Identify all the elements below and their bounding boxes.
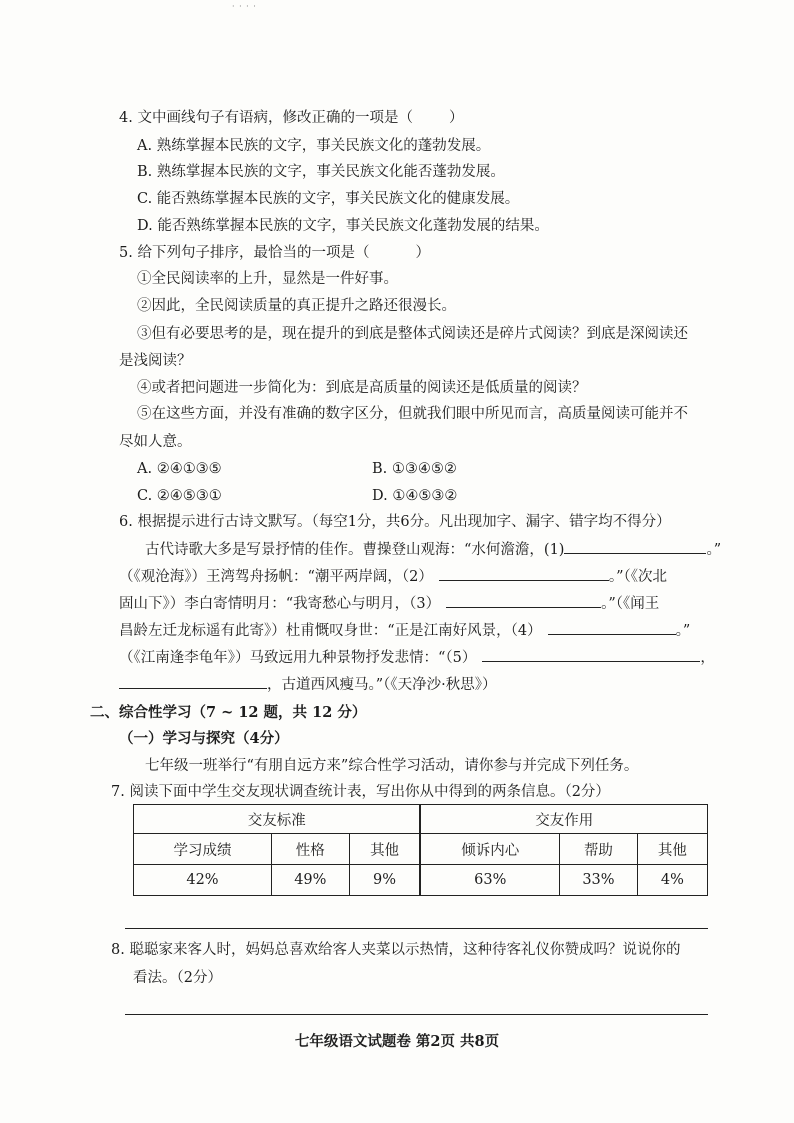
q4-option-b: B. 熟练掌握本民族的文字，事关民族文化能否蓬勃发展。	[137, 164, 505, 180]
q7-answer-line[interactable]	[125, 928, 708, 929]
blank-3[interactable]	[446, 593, 601, 608]
q6-line-2	[119, 566, 667, 587]
q4-option-a: A. 熟练掌握本民族的文字，事关民族文化的蓬勃发展。	[137, 138, 491, 154]
q6-line-4-text: 昌龄左迁龙标遥有此寄》）杜甫慨叹身世：“正是江南好风景，（4）	[119, 623, 542, 639]
q6-line-3	[119, 593, 659, 614]
q6-stem: 6. 根据提示进行古诗文默写。（每空1分，共6分。凡出现加字、漏字、错字均不得分）	[119, 514, 671, 530]
value-study: 42%	[134, 865, 272, 896]
q7-stem: 7. 阅读下面中学生交友现状调查统计表，写出你从中得到的两条信息。（2分）	[111, 784, 610, 800]
q6-line-5	[119, 647, 715, 668]
q4-option-d: D. 能否熟练掌握本民族的文字，事关民族文化蓬勃发展的结果。	[137, 218, 549, 234]
q5-sentence-3: ③但有必要思考的是，现在提升的到底是整体式阅读还是碎片式阅读？到底是深阅读还	[137, 326, 688, 342]
q6-line-1-end: 。”	[706, 542, 722, 558]
q5-option-b: B. ①③④⑤②	[372, 461, 457, 477]
q6-line-1-text: 古代诗歌大多是写景抒情的佳作。曹操登山观海：“水何澹澹，(1)	[145, 542, 565, 558]
q6-line-5-end: ，	[700, 650, 715, 666]
blank-1[interactable]	[564, 539, 706, 554]
q4-stem-text: 4. 文中画线句子有语病，修改正确的一项是（	[119, 110, 413, 126]
header-confide: 倾诉内心	[420, 834, 559, 865]
q6-line-4-end: 。”	[675, 623, 691, 639]
q5-sentence-3-cont: 是浅阅读？	[119, 353, 192, 369]
header-personality: 性格	[271, 834, 349, 865]
blank-5b[interactable]	[119, 674, 267, 689]
q6-line-2-end: 。”（《次北	[608, 569, 668, 585]
value-help: 33%	[560, 865, 638, 896]
q5-sentence-5: ⑤在这些方面，并没有准确的数字区分，但就我们眼中所见而言，高质量阅读可能并不	[137, 406, 688, 422]
q5-sentence-4: ④或者把问题进一步简化为：到底是高质量的阅读还是低质量的阅读？	[137, 380, 587, 396]
header-help: 帮助	[560, 834, 638, 865]
q5-option-d: D. ①④⑤③②	[372, 488, 458, 504]
q5-stem-text: 5. 给下列句子排序，最恰当的一项是（	[119, 245, 370, 261]
q4-stem	[119, 108, 463, 128]
value-other-2: 4%	[637, 865, 707, 896]
q5-stem	[119, 243, 430, 263]
q5-sentence-1: ①全民阅读率的上升，显然是一件好事。	[137, 271, 398, 287]
header-other-1: 其他	[349, 834, 420, 865]
blank-2[interactable]	[439, 566, 609, 581]
q8-line-2: 看法。（2分）	[133, 970, 222, 986]
q6-line-5-text: （《江南逢李龟年》）马致远用九种景物抒发悲情：“（5）	[119, 650, 477, 666]
q6-line-3-text: 固山下》）李白寄情明月：“我寄愁心与明月，（3）	[119, 596, 441, 612]
value-other-1: 9%	[349, 865, 420, 896]
q6-line-6	[119, 674, 497, 695]
q8-answer-line[interactable]	[125, 1014, 708, 1015]
value-confide: 63%	[420, 865, 559, 896]
q5-sentence-2: ②因此，全民阅读质量的真正提升之路还很漫长。	[137, 298, 456, 314]
section-2-intro: 七年级一班举行“有朋自远方来”综合性学习活动，请你参与并完成下列任务。	[145, 758, 639, 774]
blank-4[interactable]	[548, 620, 676, 635]
blank-5a[interactable]	[482, 647, 700, 662]
group-friend-criteria: 交友标准	[134, 805, 421, 834]
page-footer: 七年级语文试题卷 第2页 共8页	[294, 1033, 500, 1050]
q8-line-1: 8. 聪聪家来客人时，妈妈总喜欢给客人夹菜以示热情，这种待客礼仪你赞成吗？说说你的	[111, 942, 681, 958]
q6-line-4	[119, 620, 690, 641]
q6-line-6-text: ，古道西风瘦马。”（《天净沙·秋思》）	[267, 677, 497, 693]
q5-option-c: C. ②④⑤③①	[137, 488, 222, 504]
top-scan-mark: · · · ·	[232, 2, 257, 11]
value-personality: 49%	[271, 865, 349, 896]
section-2-title: 二、综合性学习（7 ~ 12 题，共 12 分）	[90, 704, 367, 721]
table-group-row	[134, 805, 708, 834]
q4-option-c: C. 能否熟练掌握本民族的文字，事关民族文化的健康发展。	[137, 191, 520, 207]
friendship-survey-table	[133, 804, 708, 896]
q5-stem-end: ）	[415, 245, 430, 261]
q5-sentence-5-cont: 尽如人意。	[119, 434, 192, 450]
table-value-row	[134, 865, 708, 896]
q5-option-a: A. ②④①③⑤	[137, 461, 222, 477]
header-study: 学习成绩	[134, 834, 272, 865]
q6-line-2-text: （《观沧海》）王湾驾舟扬帆：“潮平两岸阔，（2）	[119, 569, 433, 585]
header-other-2: 其他	[637, 834, 707, 865]
q6-line-1	[145, 539, 721, 560]
q6-line-3-end: 。”（《闻王	[601, 596, 660, 612]
section-2-subsection-1: （一）学习与探究（4分）	[119, 730, 289, 747]
q4-stem-end: ）	[448, 110, 464, 126]
group-friend-function: 交友作用	[420, 805, 707, 834]
table-header-row	[134, 834, 708, 865]
